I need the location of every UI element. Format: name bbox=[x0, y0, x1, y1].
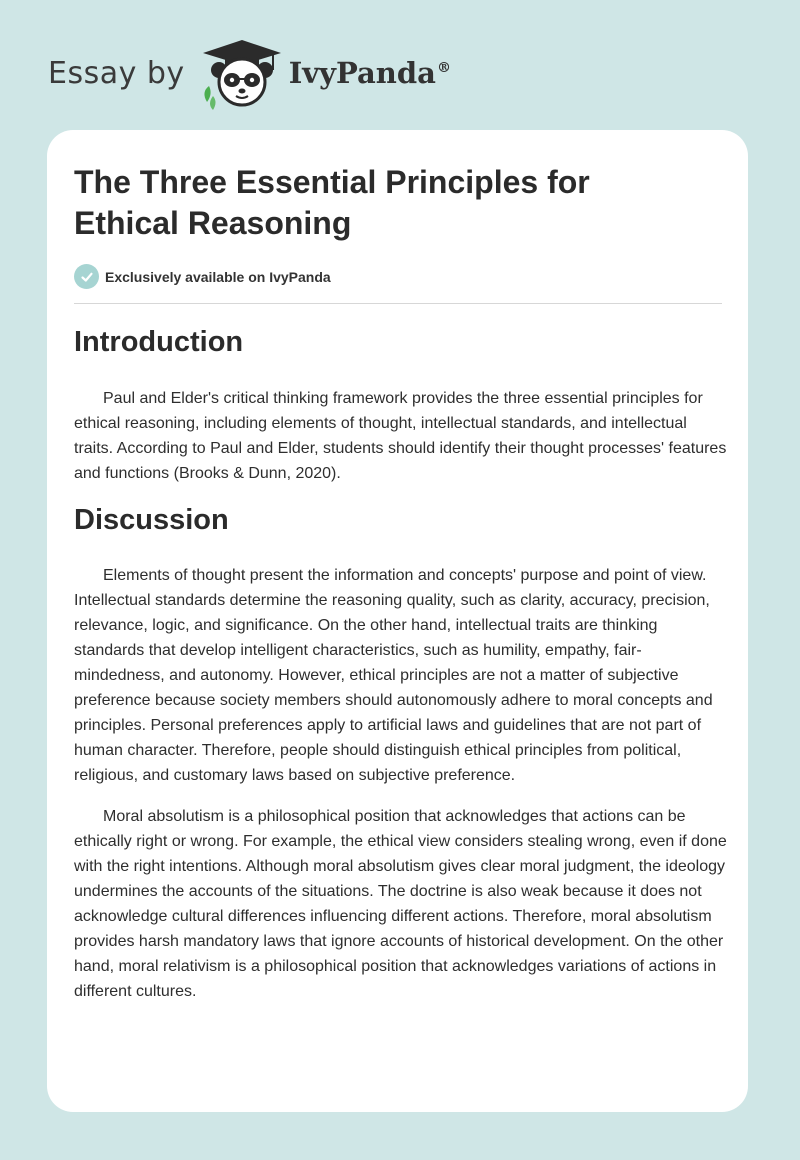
brand-header bbox=[48, 36, 451, 110]
divider bbox=[74, 303, 722, 304]
brand-prefix: Essay by bbox=[48, 55, 185, 91]
check-icon bbox=[74, 264, 99, 289]
badge-text: Exclusively available on IvyPanda bbox=[105, 268, 331, 285]
essay-card bbox=[47, 130, 748, 1112]
paragraph: Moral absolutism is a philosophical position that acknowledges that actions can be ethically right or wrong. For example, the ethical view considers stealing wrong, even if done with the right intentions. Although moral absolutism gives clear moral judgment, the ideology undermines the accounts of the situations. The doctrine is also weak because it does not acknowledge cultural differences influencing different actions. Therefore, moral absolutism provides harsh mandatory laws that ignore accounts of historical development. On the other hand, moral relativism is a philosophical position that acknowledges variations of actions in different cultures. bbox=[74, 808, 727, 1000]
panda-logo-icon bbox=[199, 36, 285, 110]
exclusive-badge bbox=[74, 264, 331, 289]
section-heading-introduction: Introduction bbox=[74, 326, 244, 358]
essay-title: The Three Essential Principles for Ethical Reasoning bbox=[74, 164, 590, 241]
brand-name: IvyPanda® bbox=[288, 56, 451, 90]
paragraph: Elements of thought present the information and concepts' purpose and point of view. Intellectual standards determine the reasoning quality, such as clarity, accuracy, precision, relevance, logic, and significance. On the other hand, intellectual traits are thinking standards that develop intelligent characteristics, such as humility, empathy, fair-mindedness, and autonomy. However, ethical principles are not a matter of subjective preference because society members should autonomously adhere to moral concepts and principles. Personal preferences apply to artificial laws and guidelines that are not part of human character. Therefore, people should distinguish ethical principles from political, religious, and customary laws based on subjective preference. bbox=[74, 567, 713, 784]
section-heading-discussion: Discussion bbox=[74, 504, 229, 536]
paragraph: Paul and Elder's critical thinking framework provides the three essential principles for ethical reasoning, including elements of thought, intellectual standards, and intellectual traits. According to Paul and Elder, students should identify their thought processes' features and functions (Brooks & Dunn, 2020). bbox=[74, 390, 727, 482]
registered-mark: ® bbox=[436, 60, 451, 77]
